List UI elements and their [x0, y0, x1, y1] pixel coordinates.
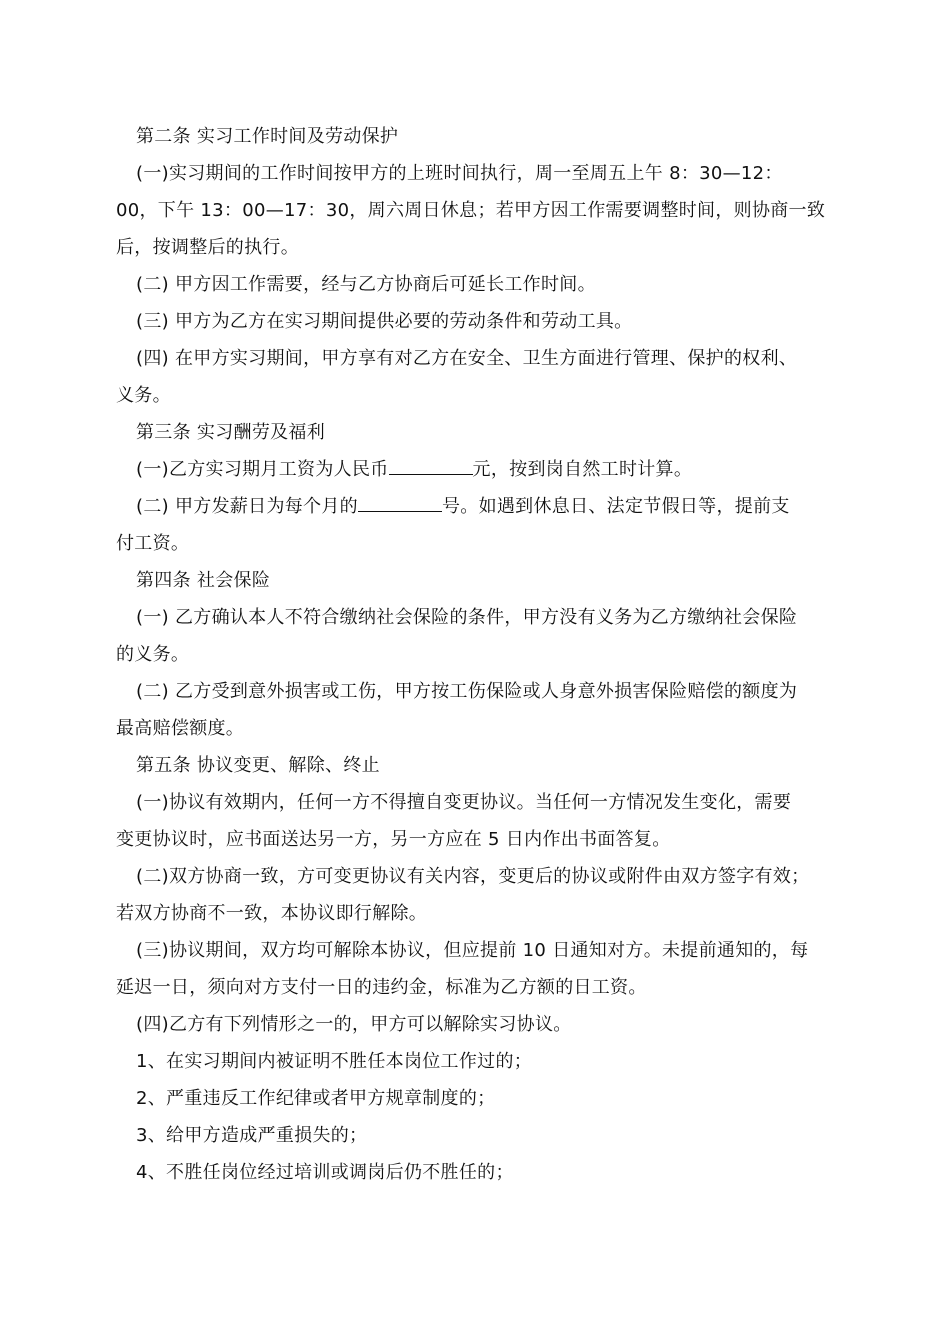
salary-blank-field	[389, 460, 473, 475]
clause-text: (一)乙方实习期月工资为人民币	[136, 459, 389, 480]
article-3-clause-1	[116, 451, 836, 488]
article-5-clause-4: (四)乙方有下列情形之一的，甲方可以解除实习协议。	[136, 1014, 572, 1035]
article-4-heading: 第四条 社会保险	[136, 570, 271, 591]
article-2-clause-1: (一)实习期间的工作时间按甲方的上班时间执行，周一至周五上午 8：30—12：	[136, 163, 783, 184]
article-4-clause-1-cont: 的义务。	[116, 644, 190, 665]
article-5-clause-2: (二)双方协商一致，方可变更协议有关内容，变更后的协议或附件由双方签字有效；	[136, 866, 810, 887]
payday-blank-field	[358, 497, 442, 512]
article-4-clause-2: (二) 乙方受到意外损害或工伤，甲方按工伤保险或人身意外损害保险赔偿的额度为	[136, 681, 798, 702]
article-5-heading: 第五条 协议变更、解除、终止	[136, 755, 380, 776]
article-5-clause-1-cont: 变更协议时，应书面送达另一方，另一方应在 5 日内作出书面答复。	[116, 829, 671, 850]
article-3-heading: 第三条 实习酬劳及福利	[136, 422, 326, 443]
list-item-3: 3、给甲方造成严重损失的；	[136, 1125, 368, 1146]
article-2-clause-4: (四) 在甲方实习期间，甲方享有对乙方在安全、卫生方面进行管理、保护的权利、	[136, 348, 798, 369]
article-2-clause-3: (三) 甲方为乙方在实习期间提供必要的劳动条件和劳动工具。	[136, 311, 633, 332]
article-5-clause-3: (三)协议期间，双方均可解除本协议，但应提前 10 日通知对方。未提前通知的，每	[136, 940, 809, 961]
list-item-4: 4、不胜任岗位经过培训或调岗后仍不胜任的；	[136, 1162, 514, 1183]
article-2-heading: 第二条 实习工作时间及劳动保护	[136, 126, 399, 147]
article-5-clause-1: (一)协议有效期内，任何一方不得擅自变更协议。当任何一方情况发生变化，需要	[136, 792, 792, 813]
clause-text: (二) 甲方发薪日为每个月的	[136, 496, 358, 517]
article-4-clause-1: (一) 乙方确认本人不符合缴纳社会保险的条件，甲方没有义务为乙方缴纳社会保险	[136, 607, 798, 628]
clause-text: 号。如遇到休息日、法定节假日等，提前支	[441, 496, 790, 517]
article-2-clause-4-cont: 义务。	[116, 385, 171, 406]
article-2-clause-1-cont: 后，按调整后的执行。	[116, 237, 299, 258]
clause-text: 元，按到岗自然工时计算。	[472, 459, 693, 480]
article-3-clause-2	[116, 488, 836, 525]
list-item-1: 1、在实习期间内被证明不胜任本岗位工作过的；	[136, 1051, 533, 1072]
article-2-clause-2: (二) 甲方因工作需要，经与乙方协商后可延长工作时间。	[136, 274, 596, 295]
article-5-clause-3-cont: 延迟一日，须向对方支付一日的违约金，标准为乙方额的日工资。	[116, 977, 647, 998]
document-page	[116, 118, 836, 1191]
article-3-clause-2-cont: 付工资。	[116, 533, 190, 554]
article-5-clause-2-cont: 若双方协商不一致，本协议即行解除。	[116, 903, 428, 924]
article-2-clause-1-cont: 00，下午 13：00—17：30，周六周日休息；若甲方因工作需要调整时间，则协商一致	[116, 200, 826, 221]
list-item-2: 2、严重违反工作纪律或者甲方规章制度的；	[136, 1088, 496, 1109]
article-4-clause-2-cont: 最高赔偿额度。	[116, 718, 245, 739]
